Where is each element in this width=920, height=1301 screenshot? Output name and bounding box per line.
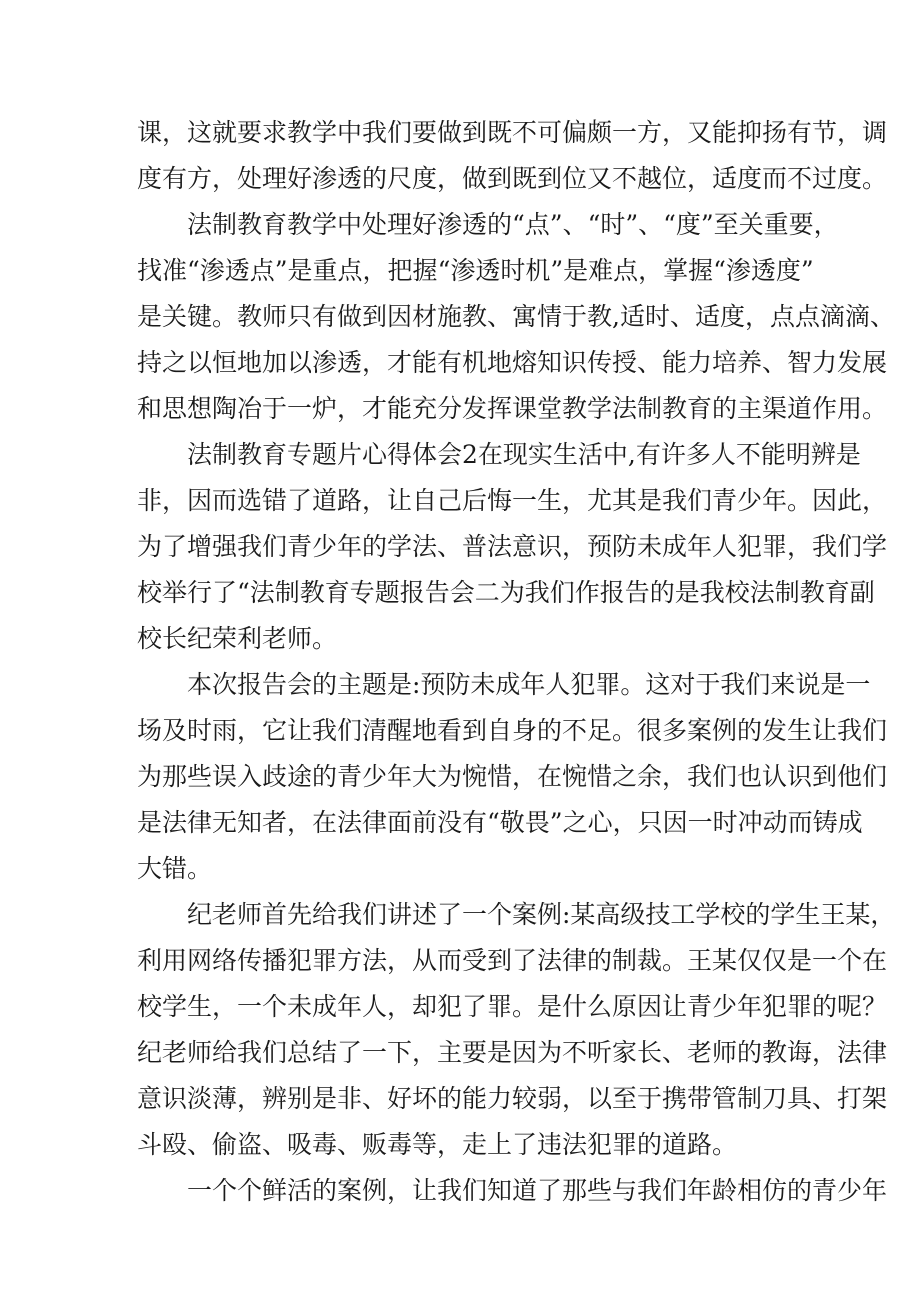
text-line: 法制教育教学中处理好渗透的“点”、“时”、“度”至关重要，: [187, 210, 839, 239]
text-line: 度有方，处理好渗透的尺度，做到既到位又不越位，适度而不过度。: [137, 164, 888, 193]
text-line: 找准“渗透点”是重点，把握“渗透时机”是难点，掌握“渗透度”: [137, 256, 814, 285]
text-line: 是关键。教师只有做到因材施教、寓情于教,适时、适度，点点滴滴、: [137, 302, 895, 331]
text-line: 为了增强我们青少年的学法、普法意识，预防未成年人犯罪，我们学: [137, 532, 888, 561]
document-body: [137, 110, 896, 1214]
text-line: 场及时雨，它让我们清醒地看到自身的不足。很多案例的发生让我们: [137, 716, 888, 745]
text-line: 斗殴、偷盗、吸毒、贩毒等，走上了违法犯罪的道路。: [137, 1130, 738, 1159]
text-line: 法制教育专题片心得体会2在现实生活中,有许多人不能明辨是: [187, 440, 861, 469]
text-line: 纪老师首先给我们讲述了一个案例:某高级技工学校的学生王某，: [187, 900, 896, 929]
text-line: 是法律无知者，在法律面前没有“敬畏”之心，只因一时冲动而铸成: [137, 808, 863, 837]
paragraph-4: [137, 662, 888, 892]
paragraph-6: [137, 1168, 888, 1214]
text-line: 校长纪荣利老师。: [137, 624, 338, 653]
text-line: 意识淡薄，辨别是非、好坏的能力较弱，以至于携带管制刀具、打架: [137, 1084, 888, 1113]
paragraph-3: [137, 432, 888, 662]
paragraph-5: [137, 892, 896, 1168]
text-line: 本次报告会的主题是:预防未成年人犯罪。这对于我们来说是一: [187, 670, 871, 699]
paragraph-1: [137, 110, 888, 202]
text-line: 课，这就要求教学中我们要做到既不可偏颇一方，又能抑扬有节，调: [137, 118, 888, 147]
text-line: 和思想陶冶于一炉，才能充分发挥课堂教学法制教育的主渠道作用。: [137, 394, 888, 423]
text-line: 校学生，一个未成年人，却犯了罪。是什么原因让青少年犯罪的呢？: [137, 992, 888, 1021]
text-line: 持之以恒地加以渗透，才能有机地熔知识传授、能力培养、智力发展: [137, 348, 888, 377]
text-line: 大错。: [137, 854, 213, 883]
text-line: 纪老师给我们总结了一下，主要是因为不听家长、老师的教诲，法律: [137, 1038, 888, 1067]
text-line: 利用网络传播犯罪方法，从而受到了法律的制裁。王某仅仅是一个在: [137, 946, 888, 975]
text-line: 校举行了“法制教育专题报告会二为我们作报告的是我校法制教育副: [137, 578, 875, 607]
text-line: 为那些误入歧途的青少年大为惋惜，在惋惜之余，我们也认识到他们: [137, 762, 888, 791]
paragraph-2: [137, 202, 895, 432]
text-line: 非，因而选错了道路，让自己后悔一生，尤其是我们青少年。因此，: [137, 486, 888, 515]
text-line: 一个个鲜活的案例，让我们知道了那些与我们年龄相仿的青少年: [187, 1176, 888, 1205]
